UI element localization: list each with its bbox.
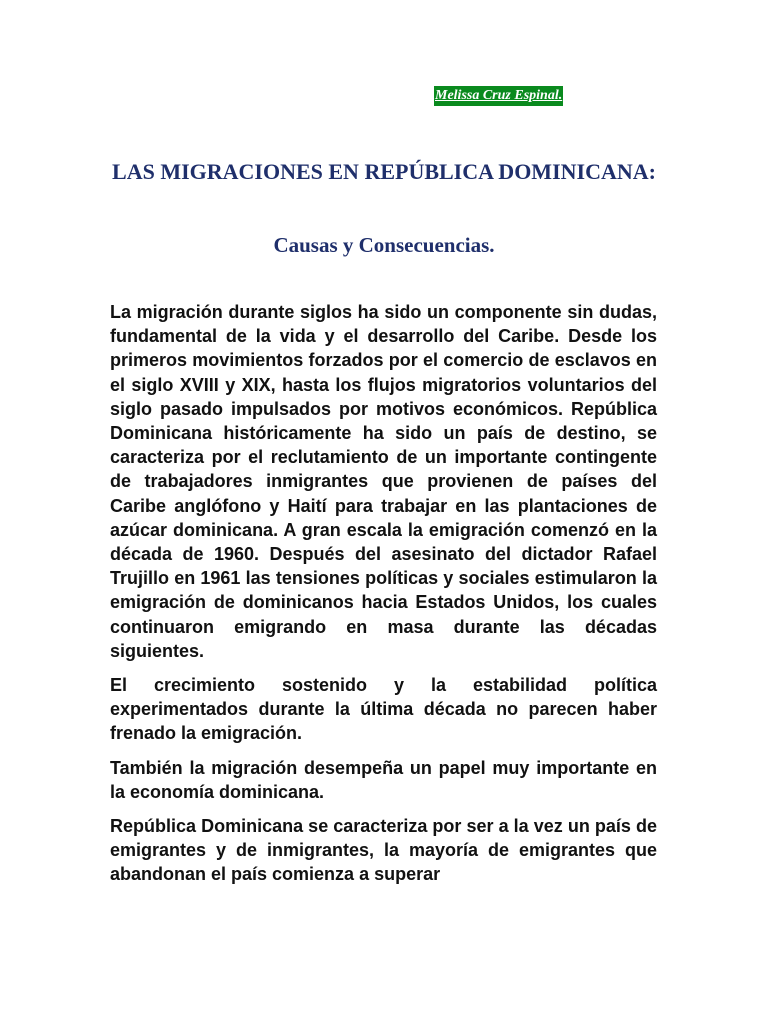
body-paragraph: República Dominicana se caracteriza por ser a la vez un país de emigrantes y de inmigrantes, la mayoría de emigrantes que abandonan el país comienza a superar (110, 816, 657, 885)
document-title: LAS MIGRACIONES EN REPÚBLICA DOMINICANA: (112, 159, 656, 184)
document-subtitle: Causas y Consecuencias. (273, 233, 495, 257)
document-body (110, 300, 657, 897)
body-paragraph: La migración durante siglos ha sido un componente sin dudas, fundamental de la vida y el desarrollo del Caribe. Desde los primeros movimientos forzados por el comercio de esclavos en el siglo XVIII y XIX, hasta los flujos migratorios voluntarios del siglo pasado impulsados por motivos económicos. República Dominicana históricamente ha sido un país de destino, se caracteriza por el reclutamiento de un importante contingente de trabajadores inmigrantes que provienen de países del Caribe anglófono y Haití para trabajar en las plantaciones de azúcar dominicana. A gran escala la emigración comenzó en la década de 1960. Después del asesinato del dictador Rafael Trujillo en 1961 las tensiones políticas y sociales estimularon la emigración de dominicanos hacia Estados Unidos, los cuales continuaron emigrando en masa durante las décadas siguientes. (110, 302, 657, 661)
author-name: Melissa Cruz Espinal. (434, 86, 563, 106)
body-paragraph: El crecimiento sostenido y la estabilidad política experimentados durante la última década no parecen haber frenado la emigración. (110, 675, 657, 744)
body-paragraph: También la migración desempeña un papel muy importante en la economía dominicana. (110, 757, 657, 802)
